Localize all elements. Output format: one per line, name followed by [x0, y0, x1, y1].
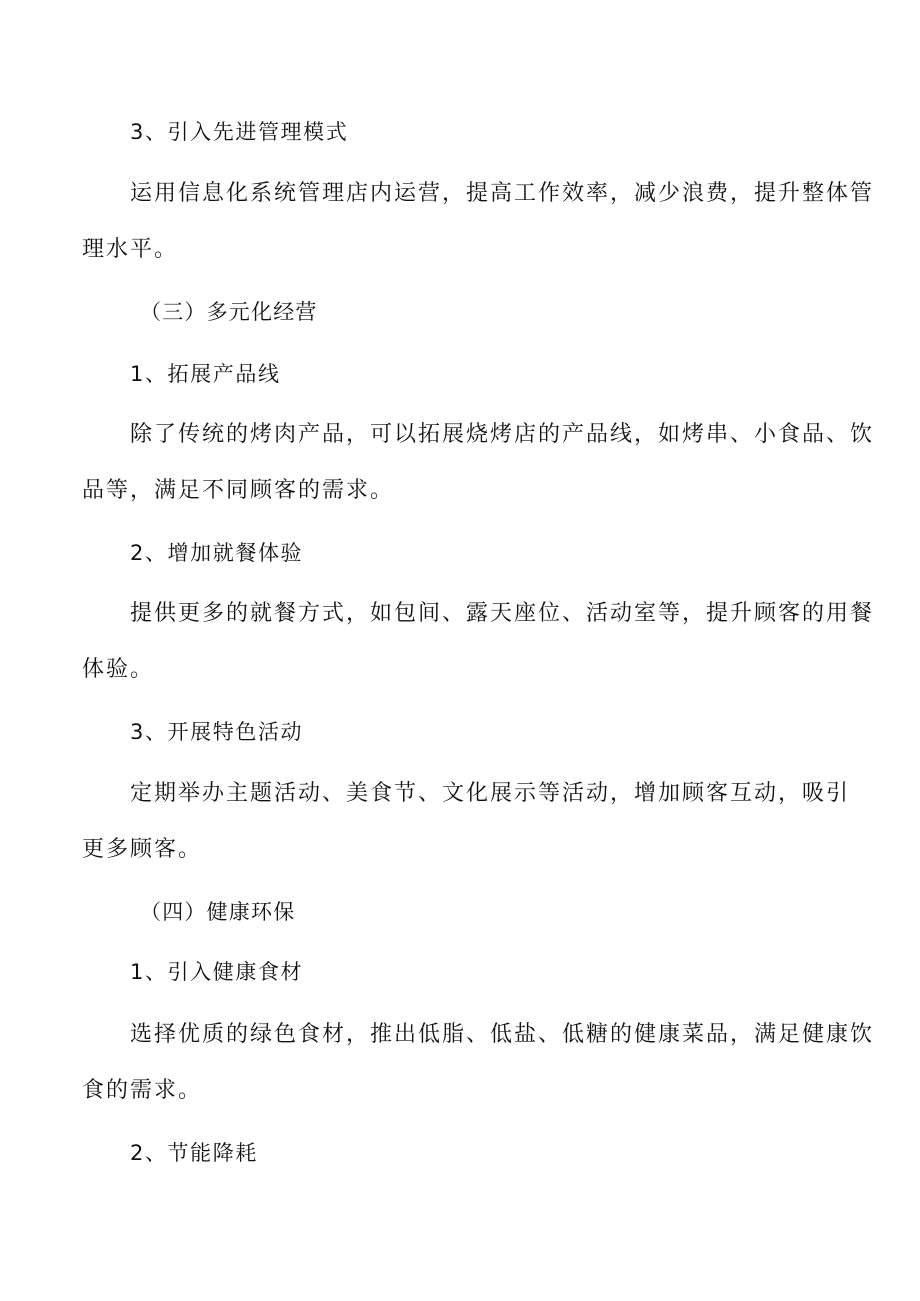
subheading-healthy-ingredients: 1、引入健康食材 — [130, 960, 304, 984]
paragraph-line: 理水平。 — [82, 237, 179, 262]
paragraph-line: 体验。 — [82, 657, 155, 682]
paragraph-line: 运用信息化系统管理店内运营，提高工作效率，减少浪费，提升整体管 — [130, 181, 875, 206]
paragraph-line: 品等，满足不同顾客的需求。 — [82, 478, 395, 503]
paragraph-line: 食的需求。 — [82, 1078, 203, 1103]
paragraph-line: 定期举办主题活动、美食节、文化展示等活动，增加顾客互动，吸引 — [130, 781, 851, 806]
subheading-advanced-management: 3、引入先进管理模式 — [130, 120, 349, 144]
section-heading-diversified-operation: （三）多元化经营 — [140, 300, 318, 324]
subheading-special-activities: 3、开展特色活动 — [130, 720, 304, 744]
paragraph-line: 更多顾客。 — [82, 837, 203, 862]
subheading-energy-saving: 2、节能降耗 — [130, 1141, 258, 1165]
subheading-dining-experience: 2、增加就餐体验 — [130, 541, 304, 565]
paragraph-line: 选择优质的绿色食材，推出低脂、低盐、低糖的健康菜品，满足健康饮 — [130, 1022, 875, 1047]
paragraph-line: 提供更多的就餐方式，如包间、露天座位、活动室等，提升顾客的用餐 — [130, 601, 875, 626]
subheading-expand-product-line: 1、拓展产品线 — [130, 362, 281, 386]
paragraph-line: 除了传统的烤肉产品，可以拓展烧烤店的产品线，如烤串、小食品、饮 — [130, 422, 875, 447]
section-heading-health-environment: （四）健康环保 — [140, 900, 296, 924]
